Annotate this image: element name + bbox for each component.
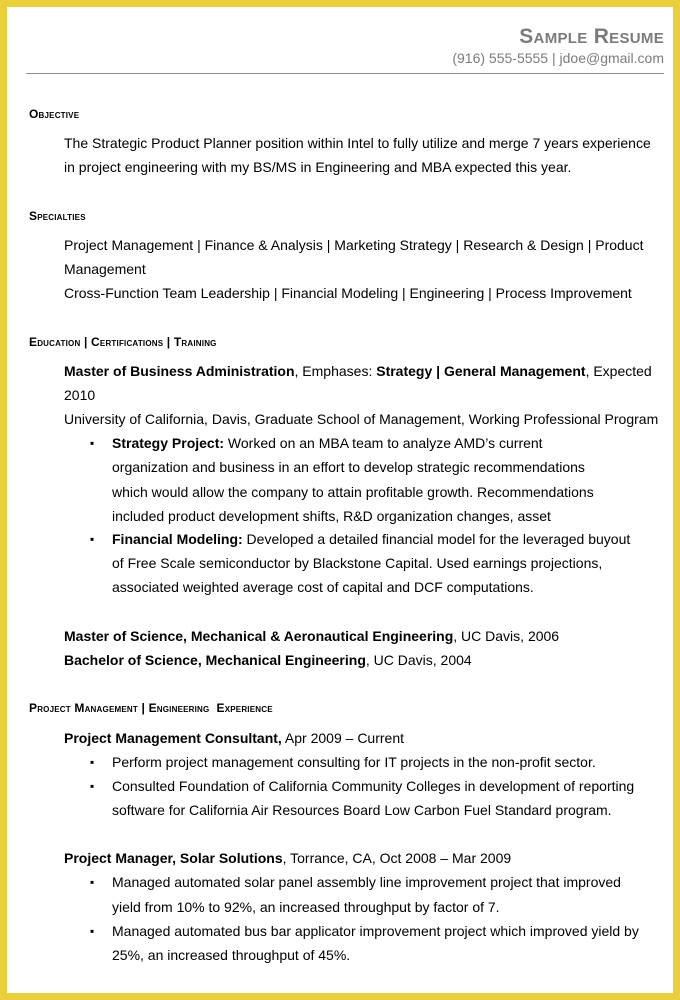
job-2-bullet-2-line-1: Managed automated bus bar applicator improvement project which improved yield by <box>112 923 639 939</box>
bullet-icon: ▪ <box>90 924 95 938</box>
financial-modeling-line-3: associated weighted average cost of capital and DCF computations. <box>112 579 534 595</box>
specialties-line-3: Cross-Function Team Leadership | Financial Modeling | Engineering | Process Improvement <box>64 285 632 301</box>
bullet-icon: ▪ <box>90 532 95 546</box>
job-2-bullet-2-line-2: 25%, an increased throughput of 45%. <box>112 947 351 963</box>
mba-year: 2010 <box>64 387 96 403</box>
mba-degree: Master of Business Administration <box>64 363 295 379</box>
job-2-title-line: Project Manager, Solar Solutions, Torrance, CA, Oct 2008 – Mar 2009 <box>64 850 512 866</box>
experience-heading: Project Management | Engineering Experience <box>29 701 273 715</box>
strategy-project-line-2: organization and business in an effort to develop strategic recommendations <box>112 459 585 475</box>
contact-info: (916) 555-5555 | jdoe@gmail.com <box>452 50 664 66</box>
bullet-icon: ▪ <box>90 875 95 889</box>
strategy-project-line-3: which would allow the company to attain profitable growth. Recommendations <box>112 484 594 500</box>
strategy-project-line-4: included product development shifts, R&D organization changes, asset <box>112 508 551 524</box>
strategy-project-label: Strategy Project: <box>112 435 225 451</box>
job-2-bullet-1-line-2: yield from 10% to 92%, an increased throughput by factor of 7. <box>112 899 500 915</box>
job-1-bullet-2-line-2: software for California Air Resources Board Low Carbon Fuel Standard program. <box>112 802 612 818</box>
job-1-bullet-2-line-1: Consulted Foundation of California Community Colleges in development of reporting <box>112 778 635 794</box>
specialties-heading: Specialties <box>29 209 86 223</box>
financial-modeling-line-1: Financial Modeling: Developed a detailed financial model for the leveraged buyout <box>112 531 631 547</box>
mba-emphases: Strategy | General Management <box>376 363 586 379</box>
specialties-line-1: Project Management | Finance & Analysis | Marketing Strategy | Research & Design | Product <box>64 237 644 253</box>
mba-line <box>64 359 652 383</box>
mba-school: University of California, Davis, Graduate School of Management, Working Professional Program <box>64 411 659 427</box>
job-1-bullet-1: Perform project management consulting for IT projects in the non-profit sector. <box>112 754 596 770</box>
education-heading: Education | Certifications | Training <box>29 335 217 349</box>
mba-emph-label: , Emphases: <box>294 363 377 379</box>
mba-expected: , Expected <box>585 363 652 379</box>
specialties-line-2: Management <box>64 261 146 277</box>
job-2-bullet-1-line-1: Managed automated solar panel assembly line improvement project that improved <box>112 874 621 890</box>
objective-heading: Objective <box>29 107 80 121</box>
bullet-icon: ▪ <box>90 755 95 769</box>
bullet-icon: ▪ <box>90 436 95 450</box>
resume-page <box>7 7 673 993</box>
bs-degree-line: Bachelor of Science, Mechanical Engineering, UC Davis, 2004 <box>64 652 472 668</box>
objective-line-1: The Strategic Product Planner position within Intel to fully utilize and merge 7 years experience <box>64 135 651 151</box>
bullet-icon: ▪ <box>90 779 95 793</box>
resume-title: Sample Resume <box>519 25 664 48</box>
job-1-title-line: Project Management Consultant, Apr 2009 – Current <box>64 730 404 746</box>
financial-modeling-line-2: of Free Scale semiconductor by Blackstone Capital. Used earnings projections, <box>112 555 603 571</box>
strategy-project-line-1: Strategy Project: Worked on an MBA team to analyze AMD’s current <box>112 435 543 451</box>
financial-modeling-label: Financial Modeling: <box>112 531 243 547</box>
ms-degree-line: Master of Science, Mechanical & Aeronautical Engineering, UC Davis, 2006 <box>64 628 560 644</box>
header-divider <box>26 73 664 74</box>
objective-line-2: in project engineering with my BS/MS in Engineering and MBA expected this year. <box>64 159 572 175</box>
